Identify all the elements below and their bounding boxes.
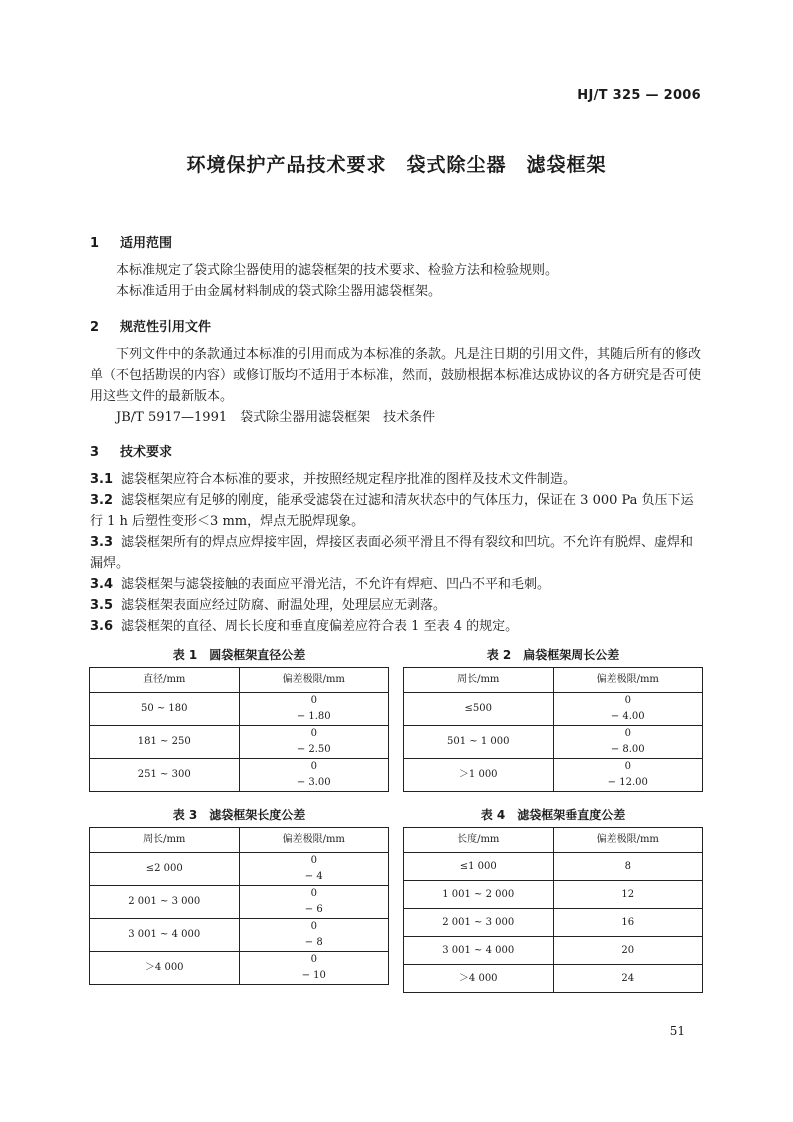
clause-3-3 bbox=[90, 532, 702, 574]
upper-limit: 0 bbox=[624, 695, 631, 706]
range-cell: ＞4 000 bbox=[90, 952, 240, 985]
table-1 bbox=[89, 667, 389, 792]
deviation-cell bbox=[239, 853, 389, 886]
table-row bbox=[90, 853, 389, 886]
deviation-cell: 12 bbox=[553, 881, 703, 909]
deviation-cell bbox=[239, 726, 389, 759]
range-cell: ≤2 000 bbox=[90, 853, 240, 886]
clause-text: 滤袋框架应有足够的刚度，能承受滤袋在过滤和清灰状态中的气体压力，保证在 3 000 Pa 负压下运行 1 h 后塑性变形＜3 mm，焊点无脱焊现象。 bbox=[90, 493, 694, 529]
range-cell: 501 ~ 1 000 bbox=[404, 726, 554, 759]
range-cell: ＞1 000 bbox=[404, 759, 554, 792]
range-cell: 50 ~ 180 bbox=[90, 693, 240, 726]
section-2-number: 2 bbox=[90, 320, 100, 335]
range-cell: 3 001 ~ 4 000 bbox=[404, 937, 554, 965]
lower-limit: − 8 bbox=[304, 937, 323, 948]
lower-limit: − 4 bbox=[304, 871, 323, 882]
lower-limit: − 3.00 bbox=[296, 777, 331, 788]
clause-3-6 bbox=[90, 616, 702, 637]
range-cell: ＞4 000 bbox=[404, 965, 554, 993]
table-row bbox=[404, 853, 703, 881]
clause-3-5 bbox=[90, 595, 702, 616]
table-2 bbox=[403, 667, 703, 792]
table-row bbox=[404, 909, 703, 937]
table-row bbox=[404, 937, 703, 965]
deviation-cell: 16 bbox=[553, 909, 703, 937]
range-cell: 181 ~ 250 bbox=[90, 726, 240, 759]
table-1-caption: 表 1 圆袋框架直径公差 bbox=[172, 648, 306, 662]
range-cell: 1 001 ~ 2 000 bbox=[404, 881, 554, 909]
lower-limit: − 2.50 bbox=[296, 744, 331, 755]
section-1-paragraph-2: 本标准适用于由金属材料制成的袋式除尘器用滤袋框架。 bbox=[116, 284, 442, 299]
section-3-title: 技术要求 bbox=[120, 445, 173, 460]
clause-text: 滤袋框架与滤袋接触的表面应平滑光洁，不允许有焊疤、凹凸不平和毛刺。 bbox=[121, 577, 551, 592]
clause-text: 滤袋框架所有的焊点应焊接牢固，焊接区表面必须平滑且不得有裂纹和凹坑。不允许有脱焊、虚焊和漏焊。 bbox=[90, 535, 694, 571]
table-header-row bbox=[404, 668, 703, 693]
deviation-cell: 8 bbox=[553, 853, 703, 881]
table-row bbox=[90, 952, 389, 985]
clause-3-2 bbox=[90, 490, 702, 532]
deviation-cell bbox=[553, 726, 703, 759]
lower-limit: − 8.00 bbox=[610, 744, 645, 755]
page-number: 51 bbox=[669, 1024, 685, 1038]
table-row bbox=[90, 693, 389, 726]
table-header-cell: 偏差极限/mm bbox=[239, 828, 389, 853]
document-title: 环境保护产品技术要求 袋式除尘器 滤袋框架 bbox=[186, 154, 607, 176]
clause-number: 3.6 bbox=[90, 619, 114, 634]
upper-limit: 0 bbox=[310, 855, 317, 866]
normative-reference: JB/T 5917—1991 袋式除尘器用滤袋框架 技术条件 bbox=[116, 410, 436, 425]
table-row bbox=[404, 726, 703, 759]
deviation-cell bbox=[553, 759, 703, 792]
upper-limit: 0 bbox=[310, 954, 317, 965]
range-cell: 2 001 ~ 3 000 bbox=[90, 886, 240, 919]
section-1-title: 适用范围 bbox=[120, 236, 173, 251]
table-4-caption: 表 4 滤袋框架垂直度公差 bbox=[480, 808, 626, 822]
table-header-cell: 周长/mm bbox=[90, 828, 240, 853]
table-header-cell: 长度/mm bbox=[404, 828, 554, 853]
range-cell: ≤500 bbox=[404, 693, 554, 726]
range-cell: 251 ~ 300 bbox=[90, 759, 240, 792]
upper-limit: 0 bbox=[310, 695, 317, 706]
clause-3-4 bbox=[90, 574, 702, 595]
lower-limit: − 1.80 bbox=[296, 711, 331, 722]
lower-limit: − 12.00 bbox=[607, 777, 648, 788]
deviation-cell bbox=[239, 759, 389, 792]
section-1-heading bbox=[90, 232, 172, 251]
lower-limit: − 4.00 bbox=[610, 711, 645, 722]
table-header-row bbox=[90, 668, 389, 693]
deviation-cell bbox=[239, 952, 389, 985]
range-cell: ≤1 000 bbox=[404, 853, 554, 881]
standard-code: HJ/T 325 — 2006 bbox=[577, 88, 701, 103]
section-2-heading bbox=[90, 316, 211, 335]
clause-number: 3.2 bbox=[90, 493, 114, 508]
table-row bbox=[90, 919, 389, 952]
upper-limit: 0 bbox=[310, 761, 317, 772]
section-1-paragraph-1: 本标准规定了袋式除尘器使用的滤袋框架的技术要求、检验方法和检验规则。 bbox=[116, 263, 559, 278]
upper-limit: 0 bbox=[624, 761, 631, 772]
deviation-cell bbox=[553, 693, 703, 726]
table-row bbox=[90, 759, 389, 792]
table-row bbox=[90, 726, 389, 759]
section-3-heading bbox=[90, 441, 172, 460]
upper-limit: 0 bbox=[310, 888, 317, 899]
table-row bbox=[404, 693, 703, 726]
table-header-cell: 周长/mm bbox=[404, 668, 554, 693]
table-2-caption: 表 2 扁袋框架周长公差 bbox=[486, 648, 620, 662]
deviation-cell: 24 bbox=[553, 965, 703, 993]
table-header-cell: 偏差极限/mm bbox=[553, 828, 703, 853]
clause-number: 3.5 bbox=[90, 598, 114, 613]
section-2-paragraph-1: 下列文件中的条款通过本标准的引用而成为本标准的条款。凡是注日期的引用文件，其随后所有的修改单（不包括勘误的内容）或修订版均不适用于本标准，然而，鼓励根据本标准达成协议的各方研究是否可使用这些文件的最新版本。 bbox=[90, 347, 702, 404]
table-header-cell: 直径/mm bbox=[90, 668, 240, 693]
table-header-row bbox=[90, 828, 389, 853]
table-3 bbox=[89, 827, 389, 985]
upper-limit: 0 bbox=[310, 728, 317, 739]
clause-number: 3.1 bbox=[90, 472, 114, 487]
range-cell: 3 001 ~ 4 000 bbox=[90, 919, 240, 952]
table-row bbox=[404, 965, 703, 993]
section-1-number: 1 bbox=[90, 236, 100, 251]
table-3-caption: 表 3 滤袋框架长度公差 bbox=[172, 808, 306, 822]
clause-text: 滤袋框架应符合本标准的要求，并按照经规定程序批准的图样及技术文件制造。 bbox=[121, 472, 577, 487]
deviation-cell bbox=[239, 919, 389, 952]
clause-text: 滤袋框架表面应经过防腐、耐温处理，处理层应无剥落。 bbox=[121, 598, 447, 613]
table-row bbox=[404, 759, 703, 792]
deviation-cell: 20 bbox=[553, 937, 703, 965]
range-cell: 2 001 ~ 3 000 bbox=[404, 909, 554, 937]
table-header-cell: 偏差极限/mm bbox=[553, 668, 703, 693]
deviation-cell bbox=[239, 886, 389, 919]
clause-number: 3.3 bbox=[90, 535, 114, 550]
lower-limit: − 6 bbox=[304, 904, 323, 915]
deviation-cell bbox=[239, 693, 389, 726]
clause-text: 滤袋框架的直径、周长长度和垂直度偏差应符合表 1 至表 4 的规定。 bbox=[121, 619, 519, 634]
upper-limit: 0 bbox=[624, 728, 631, 739]
table-header-cell: 偏差极限/mm bbox=[239, 668, 389, 693]
lower-limit: − 10 bbox=[301, 970, 326, 981]
clause-number: 3.4 bbox=[90, 577, 114, 592]
table-row bbox=[404, 881, 703, 909]
upper-limit: 0 bbox=[310, 921, 317, 932]
table-header-row bbox=[404, 828, 703, 853]
clause-3-1 bbox=[90, 469, 702, 490]
section-2-title: 规范性引用文件 bbox=[120, 320, 212, 335]
table-row bbox=[90, 886, 389, 919]
table-4 bbox=[403, 827, 703, 993]
section-3-number: 3 bbox=[90, 445, 100, 460]
